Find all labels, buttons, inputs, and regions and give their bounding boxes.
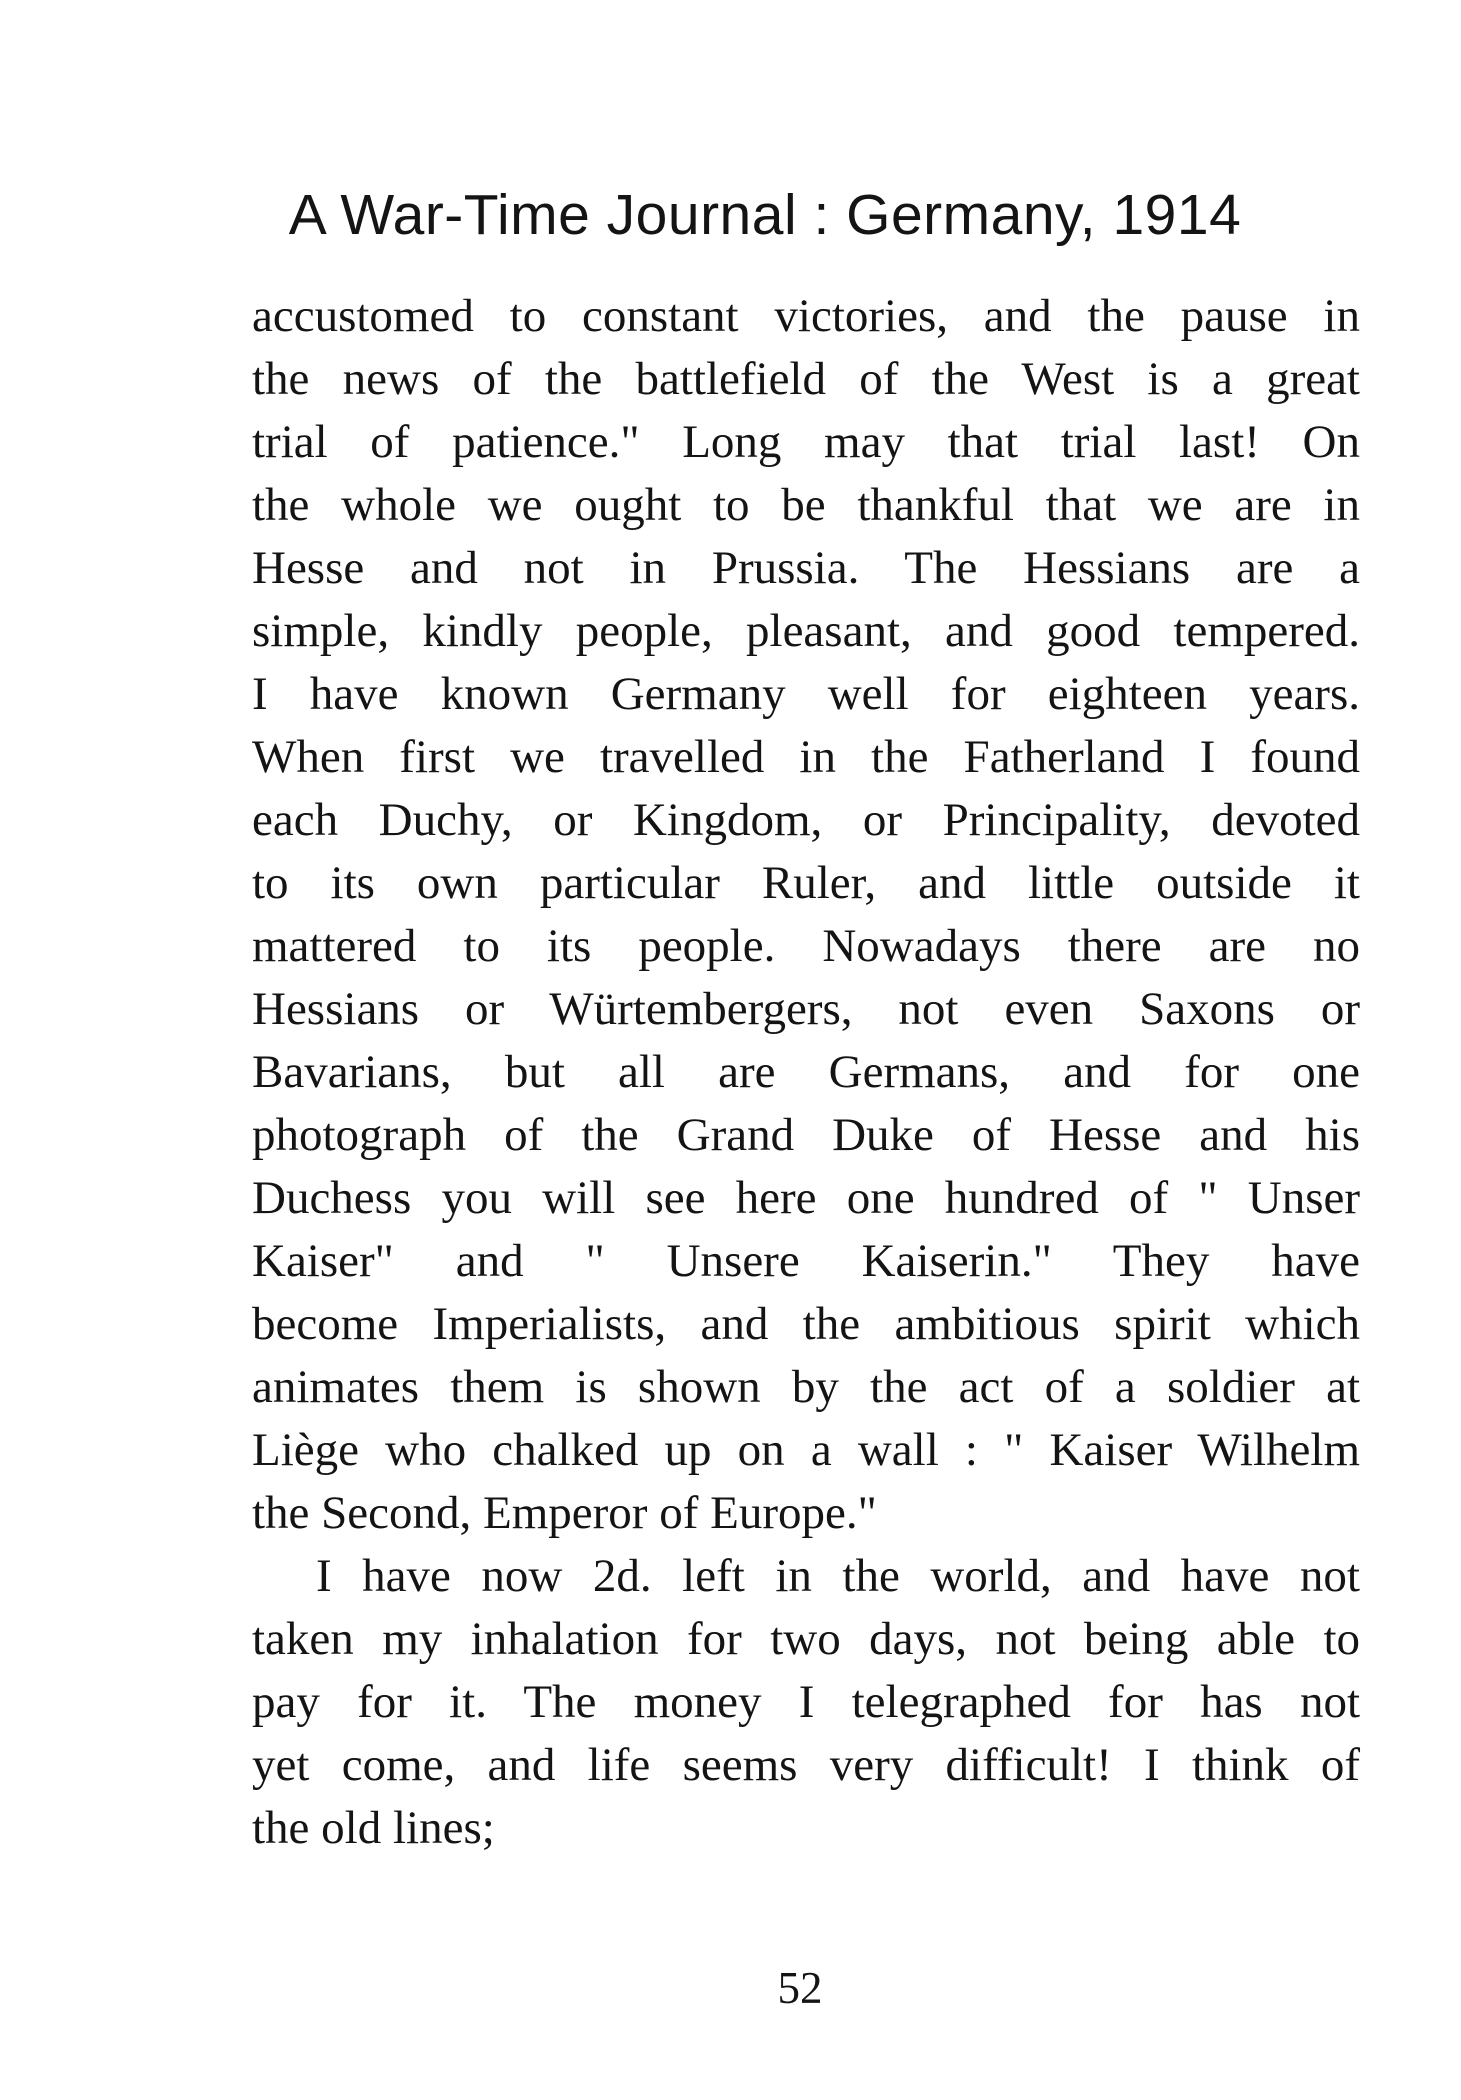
text-line: Duchess you will see here one hundred of " Unser: [252, 1172, 1360, 1224]
text-line: Bavarians, but all are Germans, and for one: [252, 1046, 1360, 1098]
text-line: photograph of the Grand Duke of Hesse and his: [252, 1109, 1360, 1161]
text-line: the Second, Emperor of Europe.": [252, 1487, 877, 1539]
text-line: yet come, and life seems very difficult! I think of: [252, 1739, 1360, 1791]
text-line: Hessians or Würtembergers, not even Saxons or: [252, 983, 1360, 1035]
text-line: I have known Germany well for eighteen years.: [252, 668, 1360, 720]
text-line: each Duchy, or Kingdom, or Principality, devoted: [252, 794, 1360, 846]
text-line: pay for it. The money I telegraphed for has not: [252, 1676, 1360, 1728]
text-line: Liège who chalked up on a wall : " Kaiser Wilhelm: [252, 1424, 1360, 1476]
text-line: When first we travelled in the Fatherland I found: [252, 731, 1360, 783]
text-line: to its own particular Ruler, and little outside it: [252, 857, 1360, 909]
text-line: the whole we ought to be thankful that we are in: [252, 479, 1360, 531]
text-line: the news of the battlefield of the West is a great: [252, 353, 1360, 405]
running-head: A War-Time Journal : Germany, 1914: [288, 183, 1242, 247]
text-line: mattered to its people. Nowadays there are no: [252, 920, 1360, 972]
text-line: simple, kindly people, pleasant, and good tempered.: [252, 605, 1360, 657]
text-line: accustomed to constant victories, and the pause in: [252, 290, 1360, 342]
text-line: animates them is shown by the act of a soldier at: [252, 1361, 1360, 1413]
text-line: become Imperialists, and the ambitious spirit which: [252, 1298, 1360, 1350]
text-line: I have now 2d. left in the world, and have not: [316, 1550, 1360, 1602]
page-number: 52: [777, 1963, 823, 2013]
page-body: [252, 285, 1360, 1860]
text-line: Hesse and not in Prussia. The Hessians are a: [252, 542, 1360, 594]
text-line: Kaiser" and " Unsere Kaiserin." They have: [252, 1235, 1360, 1287]
text-line: the old lines;: [252, 1802, 495, 1854]
text-line: taken my inhalation for two days, not being able to: [252, 1613, 1360, 1665]
text-line: trial of patience." Long may that trial last! On: [252, 416, 1360, 468]
